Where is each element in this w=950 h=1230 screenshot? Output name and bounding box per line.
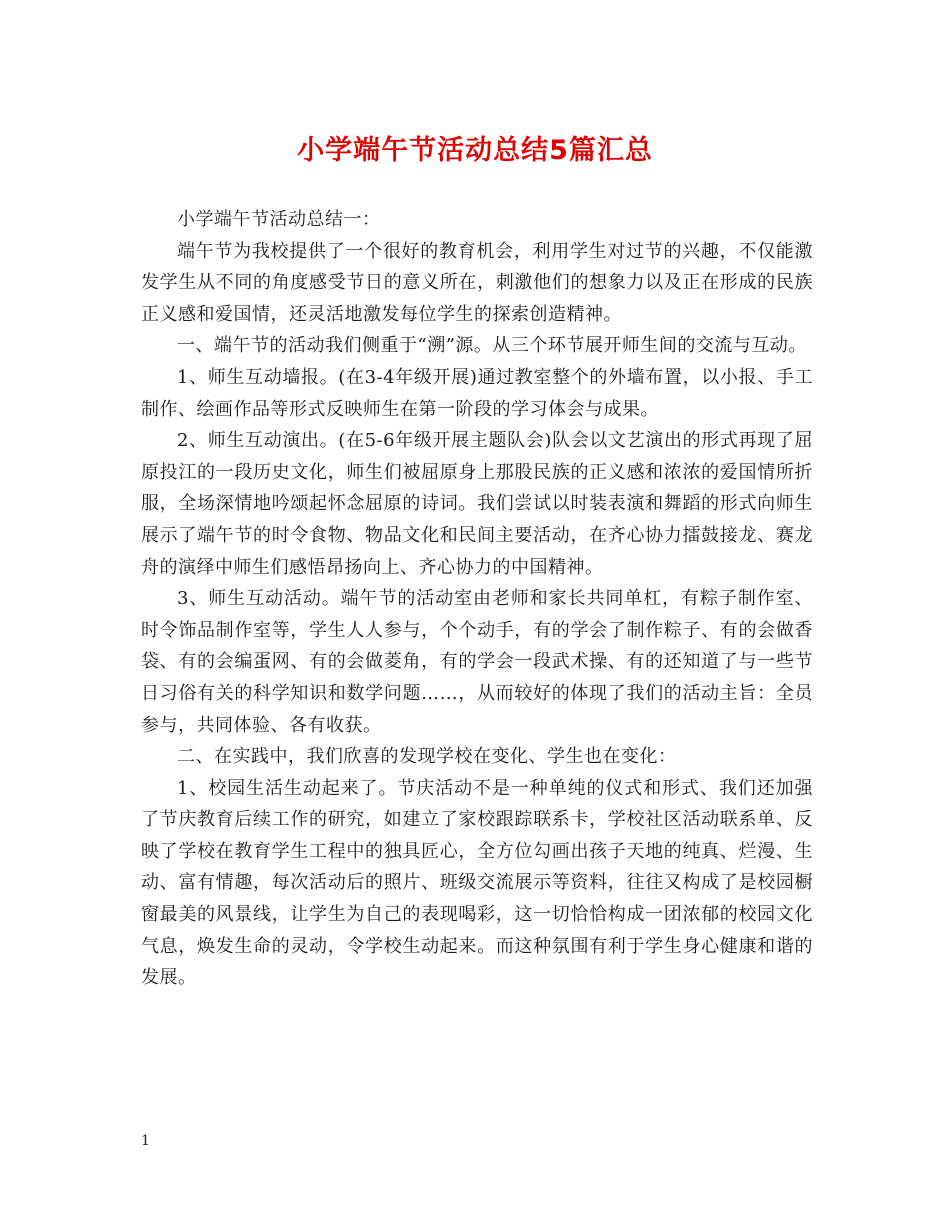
- paragraph-item-wall-newspaper: 1、师生互动墙报。(在3-4年级开展)通过教室整个的外墙布置，以小报、手工制作、绘画作品等形式反映师生在第一阶段的学习体会与成果。: [141, 366, 813, 420]
- document-body: [141, 204, 813, 994]
- paragraph-subtitle: 小学端午节活动总结一：: [177, 209, 381, 230]
- document-title: 小学端午节活动总结5篇汇总: [297, 135, 653, 166]
- page-number: 1: [141, 1133, 150, 1149]
- paragraph-item-performance: 2、师生互动演出。(在5-6年级开展主题队会)队会以文艺演出的形式再现了屈原投江的一段历史文化，师生们被屈原身上那股民族的正义感和浓浓的爱国情所折服，全场深情地吟颂起怀念屈原的诗词。我们尝试以时装表演和舞蹈的形式向师生展示了端午节的时令食物、物品文化和民间主要活动，在齐心协力擂鼓接龙、赛龙舟的演绎中师生们感悟昂扬向上、齐心协力的中国精神。: [141, 430, 813, 578]
- paragraph-section-one: 一、端午节的活动我们侧重于“溯”源。从三个环节展开师生间的交流与互动。: [177, 335, 807, 357]
- paragraph-section-two: 二、在实践中，我们欣喜的发现学校在变化、学生也在变化：: [177, 746, 677, 768]
- paragraph-intro: 端午节为我校提供了一个很好的教育机会，利用学生对过节的兴趣，不仅能激发学生从不同的角度感受节日的意义所在，刺激他们的想象力以及正在形成的民族正义感和爱国情，还灵活地激发每位学生的探索创造精神。: [141, 240, 813, 325]
- paragraph-item-campus-life: 1、校园生活生动起来了。节庆活动不是一种单纯的仪式和形式、我们还加强了节庆教育后续工作的研究，如建立了家校跟踪联系卡，学校社区活动联系单、反映了学校在教育学生工程中的独具匠心，全方位勾画出孩子天地的纯真、烂漫、生动、富有情趣，每次活动后的照片、班级交流展示等资料，往往又构成了是校园橱窗最美的风景线，让学生为自己的表现喝彩，这一切恰恰构成一团浓郁的校园文化气息，焕发生命的灵动，令学校生动起来。而这种氛围有利于学生身心健康和谐的发展。: [141, 777, 813, 989]
- paragraph-item-activity: 3、师生互动活动。端午节的活动室由老师和家长共同单杠，有粽子制作室、时令饰品制作室等，学生人人参与，个个动手，有的学会了制作粽子、有的会做香袋、有的会编蛋网、有的会做菱角，有的学会一段武术操、有的还知道了与一些节日习俗有关的科学知识和数学问题……，从而较好的体现了我们的活动主旨：全员参与，共同体验、各有收获。: [141, 588, 813, 736]
